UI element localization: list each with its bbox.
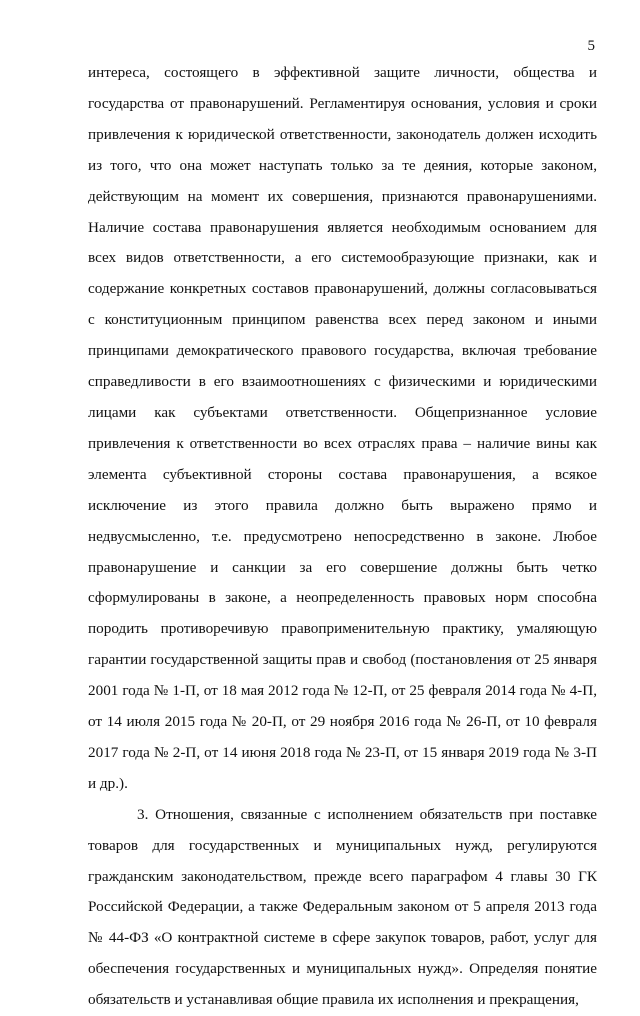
document-body — [88, 58, 597, 1016]
paragraph-continuation: интереса, состоящего в эффективной защите личности, общества и государства от правонарушений. Регламентируя основания, условия и сроки привлечения к юридической ответственности, законодатель должен исходить из того, что она может наступать только за те деяния, которые законом, действующим на момент их совершения, признаются правонарушениями. Наличие состава правонарушения является необходимым основанием для всех видов ответственности, а его системообразующие признаки, как и содержание конкретных составов правонарушений, должны согласовываться с конституционным принципом равенства всех перед законом и иными принципами демократического правового государства, включая требование справедливости в его взаимоотношениях с физическими и юридическими лицами как субъектами ответственности. Общепризнанное условие привлечения к ответственности во всех отраслях права – наличие вины как элемента субъективной стороны состава правонарушения, а всякое исключение из этого правила должно быть выражено прямо и недвусмысленно, т.е. предусмотрено непосредственно в законе. Любое правонарушение и санкции за его совершение должны быть четко сформулированы в законе, а неопределенность правовых норм способна породить противоречивую правоприменительную практику, умаляющую гарантии государственной защиты прав и свобод (постановления от 25 января 2001 года № 1-П, от 18 мая 2012 года № 12-П, от 25 февраля 2014 года № 4-П, от 14 июля 2015 года № 20-П, от 29 ноября 2016 года № 26-П, от 10 февраля 2017 года № 2-П, от 14 июня 2018 года № 23-П, от 15 января 2019 года № 3-П и др.). — [88, 64, 597, 792]
page-number: 5 — [587, 38, 595, 54]
paragraph-item-3: 3. Отношения, связанные с исполнением обязательств при поставке товаров для государственных и муниципальных нужд, регулируются гражданским законодательством, прежде всего параграфом 4 главы 30 ГК Российской Федерации, а также Федеральным законом от 5 апреля 2013 года № 44-ФЗ «О контрактной системе в сфере закупок товаров, работ, услуг для обеспечения государственных и муниципальных нужд». Определяя понятие обязательств и устанавливая общие правила их исполнения и прекращения, — [88, 805, 597, 1009]
